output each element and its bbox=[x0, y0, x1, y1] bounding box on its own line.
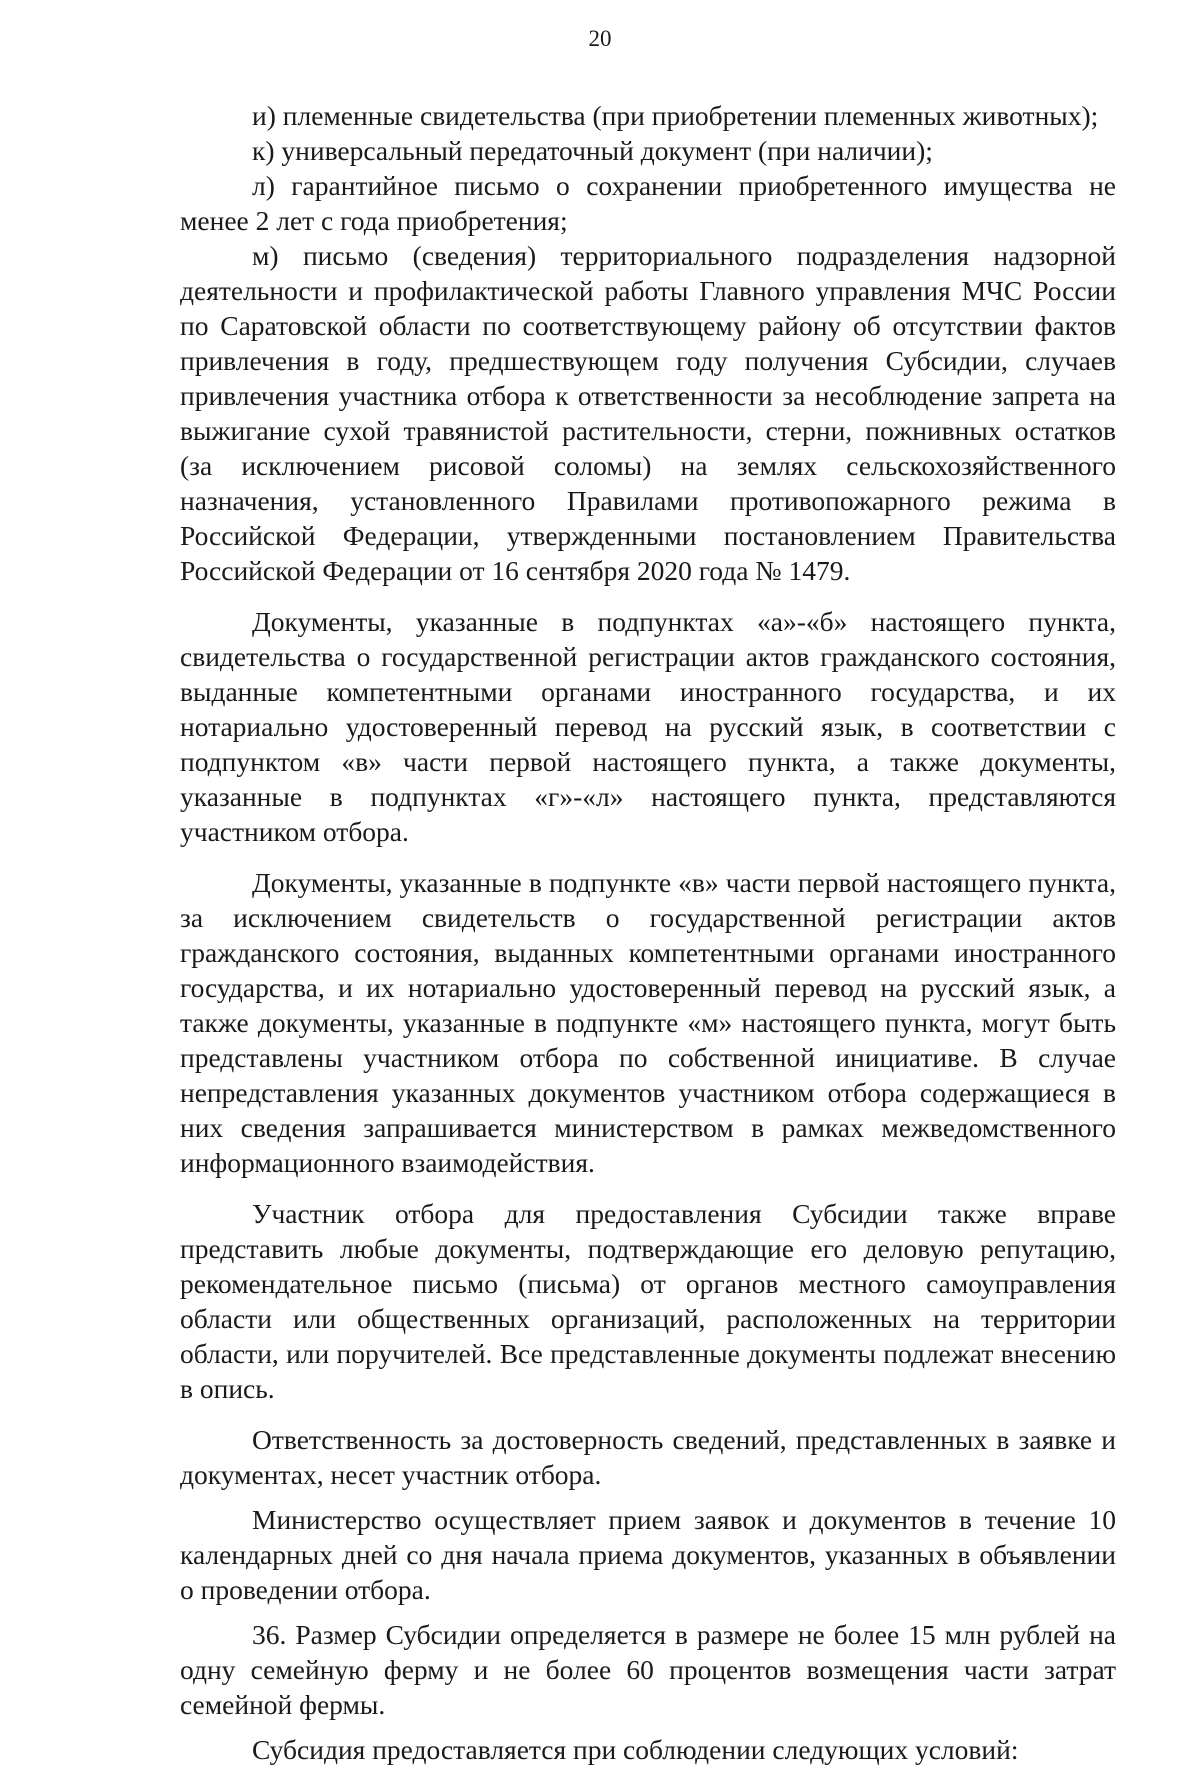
paragraph-item-k: к) универсальный передаточный документ (при наличии); bbox=[252, 135, 933, 166]
page-number: 20 bbox=[588, 26, 612, 51]
paragraph-36-subsidy-amount: 36. Размер Субсидии определяется в размере не более 15 млн рублей на одну семейную ферму и не более 60 процентов возмещения части затрат семейной фермы. bbox=[180, 1619, 1116, 1720]
paragraph-item-i: и) племенные свидетельства (при приобретении племенных животных); bbox=[252, 100, 1099, 131]
paragraph-subsidy-conditions: Субсидия предоставляется при соблюдении следующих условий: bbox=[252, 1734, 1019, 1765]
paragraph-item-l: л) гарантийное письмо о сохранении приобретенного имущества не менее 2 лет с года приобретения; bbox=[180, 170, 1116, 236]
paragraph-ministry-acceptance: Министерство осуществляет прием заявок и документов в течение 10 календарных дней со дня начала приема документов, указанных в объявлении о проведении отбора. bbox=[180, 1504, 1116, 1605]
paragraph-responsibility: Ответственность за достоверность сведений, представленных в заявке и документах, несет участник отбора. bbox=[180, 1424, 1116, 1490]
paragraph-documents-own-initiative: Документы, указанные в подпункте «в» части первой настоящего пункта, за исключением свидетельств о государственной регистрации актов гражданского состояния, выданных компетентными органами иностранного государства, и их нотариально удостоверенный перевод на русский язык, а также документы, указанные в подпункте «м» настоящего пункта, могут быть представлены участником отбора по собственной инициативе. В случае непредставления указанных документов участником отбора содержащиеся в них сведения запрашивается министерством в рамках межведомственного информационного взаимодействия. bbox=[180, 867, 1116, 1178]
paragraph-item-m: м) письмо (сведения) территориального подразделения надзорной деятельности и профилактической работы Главного управления МЧС России по Саратовской области по соответствующему району об отсутствии фактов привлечения в году, предшествующем году получения Субсидии, случаев привлечения участника отбора к ответственности за несоблюдение запрета на выжигание сухой травянистой растительности, стерни, пожнивных остатков (за исключением рисовой соломы) на землях сельскохозяйственного назначения, установленного Правилами противопожарного режима в Российской Федерации, утвержденными постановлением Правительства Российской Федерации от 16 сентября 2020 года № 1479. bbox=[180, 240, 1116, 586]
paragraph-documents-submitted: Документы, указанные в подпунктах «а»-«б» настоящего пункта, свидетельства о государственной регистрации актов гражданского состояния, выданные компетентными органами иностранного государства, и их нотариально удостоверенный перевод на русский язык, в соответствии с подпунктом «в» части первой настоящего пункта, а также документы, указанные в подпунктах «г»-«л» настоящего пункта, представляются участником отбора. bbox=[180, 606, 1116, 847]
paragraph-business-reputation: Участник отбора для предоставления Субсидии также вправе представить любые документы, подтверждающие его деловую репутацию, рекомендательное письмо (письма) от органов местного самоуправления области или общественных организаций, расположенных на территории области, или поручителей. Все представленные документы подлежат внесению в опись. bbox=[180, 1198, 1116, 1404]
document-body bbox=[180, 98, 1116, 1767]
